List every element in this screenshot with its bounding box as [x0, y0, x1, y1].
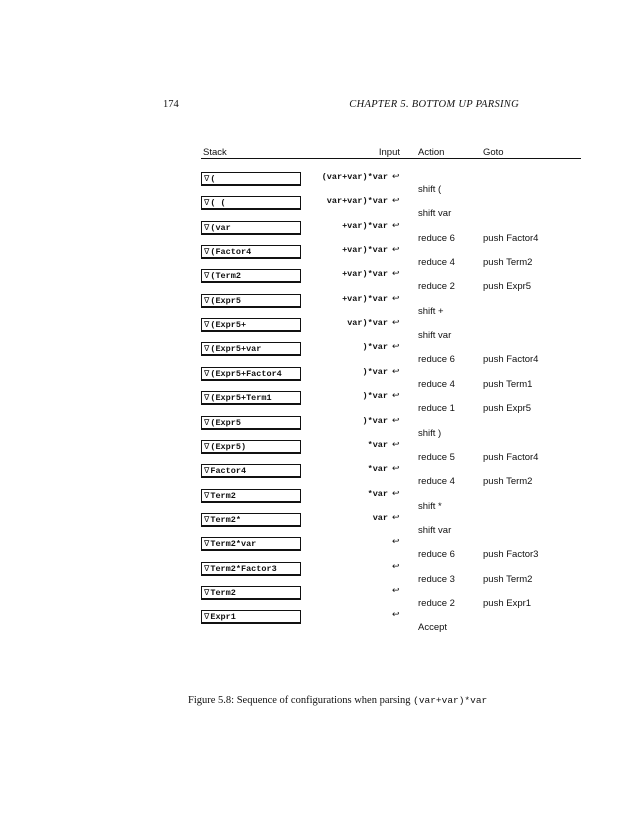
return-symbol: ↩ [392, 221, 400, 231]
input-cell: )*var [362, 367, 388, 377]
return-symbol: ↩ [392, 513, 400, 523]
stack-bottom-marker: ∇ [204, 588, 210, 597]
return-symbol: ↩ [392, 245, 400, 255]
stack-content: Factor4 [210, 466, 247, 476]
input-cell: var+var)*var [326, 196, 388, 206]
action-row [0, 428, 630, 442]
return-symbol: ↩ [392, 610, 400, 620]
input-cell: var)*var [347, 318, 388, 328]
stack-bottom-marker: ∇ [204, 564, 210, 573]
stack-bottom-marker: ∇ [204, 296, 210, 305]
input-cell: var [372, 513, 388, 523]
stack-content: (Expr5+ [210, 320, 247, 330]
return-symbol: ↩ [392, 416, 400, 426]
action-row [0, 354, 630, 368]
action-row [0, 330, 630, 344]
action-row [0, 208, 630, 222]
return-symbol: ↩ [392, 562, 400, 572]
stack-bottom-marker: ∇ [204, 320, 210, 329]
action-row [0, 452, 630, 466]
action-cell: reduce 1 [418, 403, 455, 414]
action-row [0, 476, 630, 490]
stack-content: Term2* [210, 515, 241, 525]
action-cell: reduce 2 [418, 281, 455, 292]
goto-cell: push Term2 [483, 476, 533, 487]
goto-cell: push Term1 [483, 379, 533, 390]
action-cell: reduce 6 [418, 354, 455, 365]
stack-content: (Expr5+Factor4 [210, 369, 282, 379]
action-cell: Accept [418, 622, 448, 633]
goto-cell: push Term2 [483, 574, 533, 585]
stack-bottom-marker: ∇ [204, 393, 210, 402]
page-number: 174 [163, 99, 179, 110]
action-row [0, 622, 630, 636]
stack-bottom-marker: ∇ [204, 223, 210, 232]
return-symbol: ↩ [392, 440, 400, 450]
figure-caption [188, 695, 487, 706]
stack-bottom-marker: ∇ [204, 271, 210, 280]
header-rule [201, 158, 581, 159]
action-row [0, 233, 630, 247]
input-cell: +var)*var [342, 269, 388, 279]
stack-content: (Expr5) [210, 442, 247, 452]
action-cell: shift var [418, 525, 452, 536]
stack-bottom-marker: ∇ [204, 174, 210, 183]
input-cell: )*var [362, 391, 388, 401]
action-row [0, 598, 630, 612]
goto-cell: push Expr1 [483, 598, 532, 609]
stack-content: (Expr5 [210, 418, 241, 428]
goto-cell: push Expr5 [483, 281, 532, 292]
stack-content: ( [210, 174, 216, 184]
action-row [0, 184, 630, 198]
action-cell: reduce 6 [418, 549, 455, 560]
stack-bottom-marker: ∇ [204, 612, 210, 621]
action-cell: shift + [418, 306, 444, 317]
stack-bottom-marker: ∇ [204, 539, 210, 548]
stack-bottom-marker: ∇ [204, 491, 210, 500]
action-cell: reduce 4 [418, 476, 455, 487]
input-cell: )*var [362, 416, 388, 426]
action-row [0, 549, 630, 563]
action-cell: shift var [418, 330, 452, 341]
stack-bottom-marker: ∇ [204, 247, 210, 256]
action-cell: reduce 6 [418, 233, 455, 244]
action-cell: shift ) [418, 428, 442, 439]
input-cell: *var [367, 489, 388, 499]
stack-content: (var [210, 223, 231, 233]
page-header [0, 99, 630, 113]
stack-bottom-marker: ∇ [204, 466, 210, 475]
stack-content: (Expr5 [210, 296, 241, 306]
return-symbol: ↩ [392, 464, 400, 474]
stack-content: Term2*var [210, 539, 257, 549]
stack-bottom-marker: ∇ [204, 198, 210, 207]
return-symbol: ↩ [392, 318, 400, 328]
input-cell: *var [367, 464, 388, 474]
input-cell: +var)*var [342, 245, 388, 255]
caption-text: Figure 5.8: Sequence of configurations when parsing [188, 695, 414, 706]
stack-bottom-marker: ∇ [204, 442, 210, 451]
return-symbol: ↩ [392, 489, 400, 499]
return-symbol: ↩ [392, 367, 400, 377]
action-row [0, 257, 630, 271]
goto-cell: push Factor4 [483, 354, 539, 365]
return-symbol: ↩ [392, 537, 400, 547]
action-cell: shift var [418, 208, 452, 219]
goto-cell: push Factor3 [483, 549, 539, 560]
return-symbol: ↩ [392, 391, 400, 401]
stack-content: (Factor4 [210, 247, 252, 257]
input-cell: )*var [362, 342, 388, 352]
goto-cell: push Expr5 [483, 403, 532, 414]
action-row [0, 281, 630, 295]
stack-content: (Expr5+var [210, 344, 262, 354]
stack-content: Term2*Factor3 [210, 564, 277, 574]
running-title: CHAPTER 5. BOTTOM UP PARSING [349, 99, 519, 110]
return-symbol: ↩ [392, 294, 400, 304]
stack-content: Expr1 [210, 612, 236, 622]
input-cell: (var+var)*var [321, 172, 388, 182]
input-cell: +var)*var [342, 294, 388, 304]
goto-cell: push Term2 [483, 257, 533, 268]
action-cell: reduce 4 [418, 379, 455, 390]
input-cell: *var [367, 440, 388, 450]
stack-bottom-marker: ∇ [204, 344, 210, 353]
goto-cell: push Factor4 [483, 233, 539, 244]
stack-content: (Term2 [210, 271, 241, 281]
action-cell: reduce 4 [418, 257, 455, 268]
action-row [0, 574, 630, 588]
column-header-stack: Stack [203, 147, 227, 158]
stack-bottom-marker: ∇ [204, 418, 210, 427]
stack-content: Term2 [210, 588, 236, 598]
action-row [0, 501, 630, 515]
action-cell: reduce 5 [418, 452, 455, 463]
column-header-goto: Goto [483, 147, 504, 158]
return-symbol: ↩ [392, 172, 400, 182]
action-cell: shift * [418, 501, 442, 512]
goto-cell: push Factor4 [483, 452, 539, 463]
action-cell: reduce 3 [418, 574, 455, 585]
return-symbol: ↩ [392, 196, 400, 206]
caption-code: (var+var)*var [413, 695, 488, 706]
return-symbol: ↩ [392, 586, 400, 596]
action-cell: shift ( [418, 184, 442, 195]
column-header-input: Input [378, 147, 400, 158]
stack-bottom-marker: ∇ [204, 515, 210, 524]
action-row [0, 379, 630, 393]
return-symbol: ↩ [392, 342, 400, 352]
stack-content: (Expr5+Term1 [210, 393, 272, 403]
action-row [0, 306, 630, 320]
column-header-action: Action [418, 147, 445, 158]
action-cell: reduce 2 [418, 598, 455, 609]
stack-content: ( ( [210, 198, 226, 208]
stack-content: Term2 [210, 491, 236, 501]
action-row [0, 525, 630, 539]
action-row [0, 403, 630, 417]
input-cell: +var)*var [342, 221, 388, 231]
stack-bottom-marker: ∇ [204, 369, 210, 378]
return-symbol: ↩ [392, 269, 400, 279]
